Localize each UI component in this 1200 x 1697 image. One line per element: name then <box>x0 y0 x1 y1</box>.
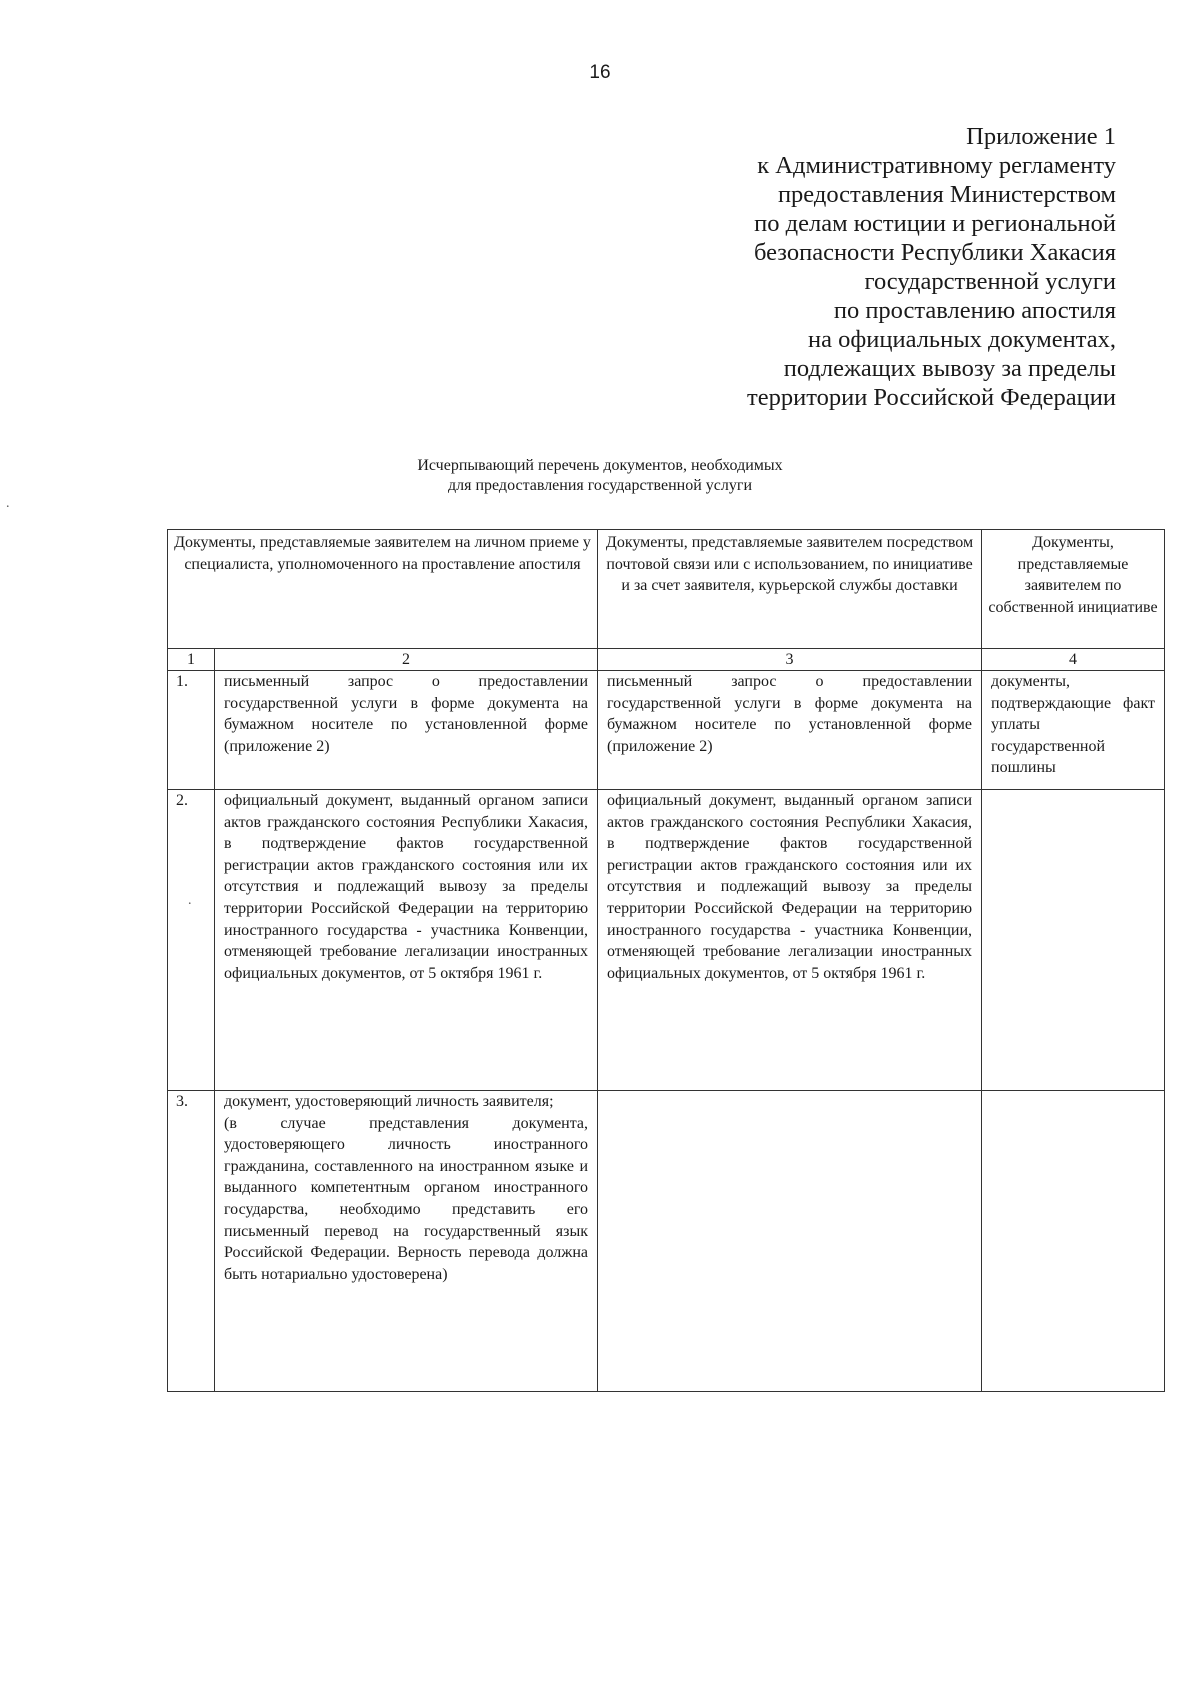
row-personal-note: (в случае представления документа, удостоверяющего личность иностранного гражданина, составленного на иностранном языке и выданного компетентным органом иностранного государства, необходимо представить его письменный перевод на государственный язык Российской Федерации. Верность перевода должна быть нотариально удостоверена) <box>224 1114 589 1283</box>
row-own-cell <box>982 790 1165 1091</box>
column-number-row <box>168 649 1165 671</box>
scan-speck: . <box>6 496 10 511</box>
appendix-line: на официальных документах, <box>808 326 1116 353</box>
appendix-line: подлежащих вывозу за пределы <box>783 355 1116 382</box>
header-postal: Документы, представляемые заявителем посредством почтовой связи или с использованием, по инициативе и за счет заявителя, курьерской службы доставки <box>598 530 982 649</box>
table-row <box>168 790 1165 1091</box>
page-number: 16 <box>589 62 611 83</box>
row-personal-cell <box>215 1091 598 1392</box>
row-number: 3. <box>168 1091 215 1392</box>
appendix-line: по делам юстиции и региональной <box>754 210 1116 237</box>
column-number: 1 <box>168 649 215 671</box>
table-title-line: Исчерпывающий перечень документов, необходимых <box>417 457 783 474</box>
scan-speck: . <box>188 893 192 908</box>
row-number: 1. <box>168 671 215 790</box>
row-postal-cell: письменный запрос о предоставлении государственной услуги в форме документа на бумажном носителе по установленной форме (приложение 2) <box>598 671 982 790</box>
table-header-row <box>168 530 1165 649</box>
row-personal-cell: письменный запрос о предоставлении государственной услуги в форме документа на бумажном носителе по установленной форме (приложение 2) <box>215 671 598 790</box>
row-number: 2. <box>168 790 215 1091</box>
appendix-line: Приложение 1 <box>966 123 1116 150</box>
column-number: 3 <box>598 649 982 671</box>
appendix-line: территории Российской Федерации <box>747 384 1116 411</box>
appendix-line: к Административному регламенту <box>757 152 1116 179</box>
table-row <box>168 1091 1165 1392</box>
row-own-cell: документы, подтверждающие факт уплаты государственной пошлины <box>982 671 1165 790</box>
table-row <box>168 671 1165 790</box>
row-postal-cell <box>598 1091 982 1392</box>
appendix-line: государственной услуги <box>864 268 1116 295</box>
row-personal-text: документ, удостоверяющий личность заявителя; <box>224 1093 554 1110</box>
column-number: 2 <box>215 649 598 671</box>
row-postal-cell: официальный документ, выданный органом записи актов гражданского состояния Республики Хакасия, в подтверждение фактов государственной регистрации актов гражданского состояния или их отсутствия и подлежащий вывозу за пределы территории Российской Федерации на территорию иностранного государства - участника Конвенции, отменяющей требование легализации иностранных официальных документов, от 5 октября 1961 г. <box>598 790 982 1091</box>
appendix-header <box>416 122 1116 412</box>
row-personal-cell: официальный документ, выданный органом записи актов гражданского состояния Республики Хакасия, в подтверждение фактов государственной регистрации актов гражданского состояния или их отсутствия и подлежащий вывозу за пределы территории Российской Федерации на территорию иностранного государства - участника Конвенции, отменяющей требование легализации иностранных официальных документов, от 5 октября 1961 г. <box>215 790 598 1091</box>
header-own-initiative: Документы, представляемые заявителем по собственной инициативе <box>982 530 1165 649</box>
header-personal: Документы, представляемые заявителем на личном приеме у специалиста, уполномоченного на проставление апостиля <box>168 530 598 649</box>
appendix-line: безопасности Республики Хакасия <box>753 239 1116 266</box>
column-number: 4 <box>982 649 1165 671</box>
table-title <box>0 456 1200 496</box>
appendix-line: по проставлению апостиля <box>833 297 1116 324</box>
row-own-cell <box>982 1091 1165 1392</box>
table-title-line: для предоставления государственной услуги <box>447 477 753 494</box>
documents-table <box>167 529 1164 1392</box>
appendix-line: предоставления Министерством <box>777 181 1116 208</box>
